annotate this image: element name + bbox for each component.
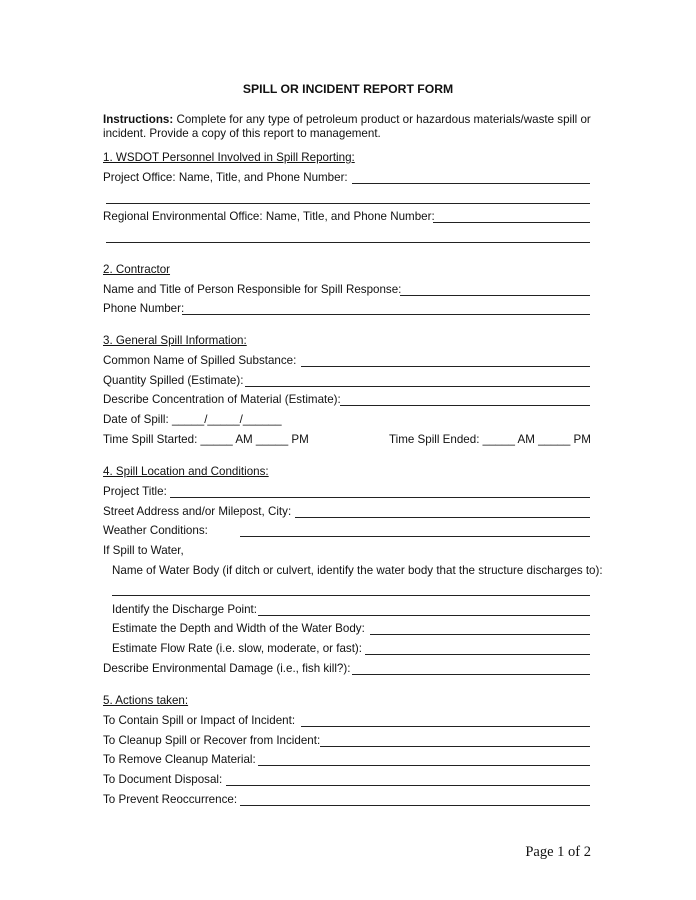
remove-material-label: To Remove Cleanup Material: <box>103 753 256 766</box>
environmental-damage-label: Describe Environmental Damage (i.e., fish kill?): <box>103 662 351 675</box>
street-address-label: Street Address and/or Milepost, City: <box>103 505 292 518</box>
instructions <box>103 113 603 140</box>
cleanup-spill-label: To Cleanup Spill or Recover from Incident: <box>103 734 321 747</box>
concentration-label: Describe Concentration of Material (Estimate): <box>103 393 341 406</box>
contain-spill-label: To Contain Spill or Impact of Incident: <box>103 714 296 727</box>
cleanup-spill-field[interactable] <box>320 746 590 747</box>
project-office-field-2[interactable] <box>106 203 590 204</box>
weather-label: Weather Conditions: <box>103 524 208 537</box>
time-ended-field[interactable]: Time Spill Ended: _____ AM _____ PM <box>389 433 591 446</box>
section-4-heading: 4. Spill Location and Conditions: <box>103 465 269 478</box>
prevent-reoccurrence-label: To Prevent Reoccurrence: <box>103 793 238 806</box>
flow-rate-field[interactable] <box>365 654 590 655</box>
remove-material-field[interactable] <box>258 765 590 766</box>
substance-name-field[interactable] <box>301 366 590 367</box>
water-body-field[interactable] <box>112 595 590 596</box>
depth-width-field[interactable] <box>370 634 590 635</box>
discharge-point-field[interactable] <box>258 615 590 616</box>
if-spill-to-water-label: If Spill to Water, <box>103 544 184 557</box>
responsible-person-field[interactable] <box>400 295 590 296</box>
responsible-person-label: Name and Title of Person Responsible for Spill Response: <box>103 283 402 296</box>
regional-office-label: Regional Environmental Office: Name, Title, and Phone Number: <box>103 210 435 223</box>
document-disposal-label: To Document Disposal: <box>103 773 223 786</box>
project-title-label: Project Title: <box>103 485 167 498</box>
depth-width-label: Estimate the Depth and Width of the Water Body: <box>112 622 365 635</box>
project-office-field[interactable] <box>352 183 590 184</box>
water-body-label: Name of Water Body (if ditch or culvert, identify the water body that the structure discharges to): <box>112 564 603 577</box>
environmental-damage-field[interactable] <box>352 674 590 675</box>
prevent-reoccurrence-field[interactable] <box>240 805 590 806</box>
contain-spill-field[interactable] <box>301 726 590 727</box>
project-office-label: Project Office: Name, Title, and Phone Number: <box>103 171 348 184</box>
substance-name-label: Common Name of Spilled Substance: <box>103 354 297 367</box>
page-number: Page 1 of 2 <box>525 844 591 860</box>
spill-date-field[interactable]: Date of Spill: _____/_____/______ <box>103 413 282 426</box>
street-address-field[interactable] <box>295 517 590 518</box>
quantity-field[interactable] <box>245 386 590 387</box>
document-disposal-field[interactable] <box>226 785 590 786</box>
section-1-heading: 1. WSDOT Personnel Involved in Spill Reporting: <box>103 151 355 164</box>
quantity-label: Quantity Spilled (Estimate): <box>103 374 244 387</box>
section-5-heading: 5. Actions taken: <box>103 694 189 707</box>
contractor-phone-label: Phone Number: <box>103 302 185 315</box>
instructions-text: Complete for any type of petroleum product or hazardous materials/waste spill or incident. Provide a copy of this report to management. <box>103 113 591 140</box>
form-title: SPILL OR INCIDENT REPORT FORM <box>242 82 454 96</box>
flow-rate-label: Estimate Flow Rate (i.e. slow, moderate, or fast): <box>112 642 362 655</box>
instructions-label: Instructions: <box>103 113 174 126</box>
contractor-phone-field[interactable] <box>182 314 590 315</box>
project-title-field[interactable] <box>170 497 590 498</box>
section-2-heading: 2. Contractor <box>103 263 171 276</box>
concentration-field[interactable] <box>340 405 590 406</box>
section-3-heading: 3. General Spill Information: <box>103 334 247 347</box>
regional-office-field-2[interactable] <box>106 242 590 243</box>
regional-office-field[interactable] <box>433 222 590 223</box>
discharge-point-label: Identify the Discharge Point: <box>112 603 258 616</box>
time-started-field[interactable]: Time Spill Started: _____ AM _____ PM <box>103 433 309 446</box>
weather-field[interactable] <box>240 536 590 537</box>
